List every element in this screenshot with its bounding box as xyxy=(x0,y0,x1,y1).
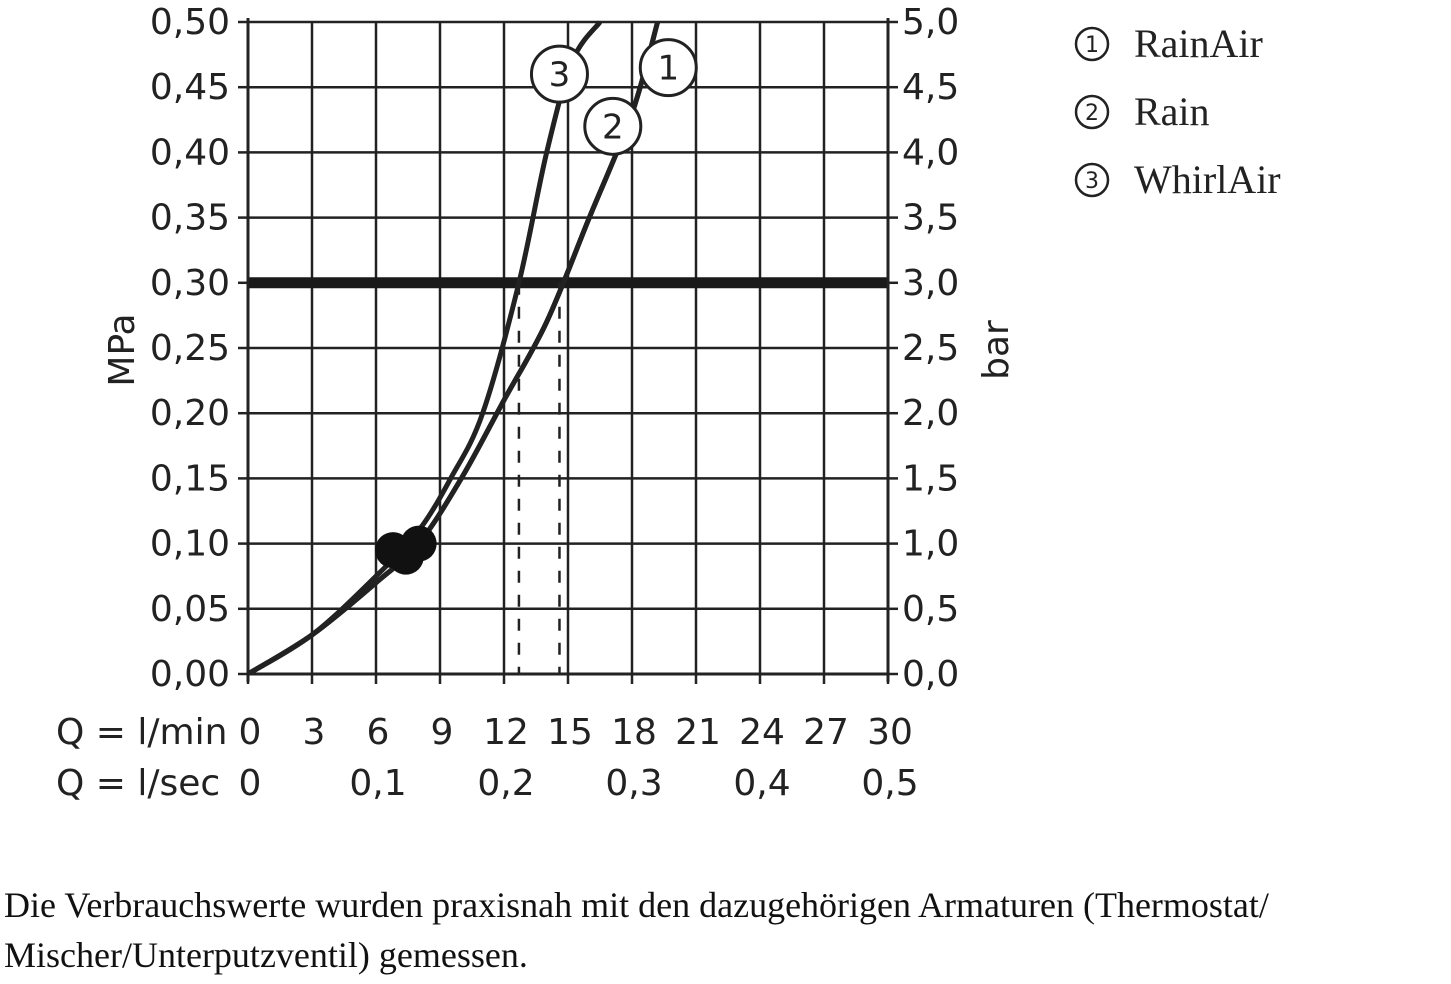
x-tick-label: 0,5 xyxy=(861,763,919,804)
x-tick-label: 3 xyxy=(302,712,326,753)
x-tick-label: 0 xyxy=(238,763,262,804)
y-right-tick-label: 1,0 xyxy=(902,523,960,565)
y-left-tick-label: 0,05 xyxy=(149,588,230,630)
y-right-tick-label: 0,0 xyxy=(902,654,960,695)
x-tick-label: 6 xyxy=(366,712,390,753)
y-left-tick-label: 0,20 xyxy=(149,393,230,435)
x-tick-label: 0 xyxy=(238,712,262,753)
y-left-tick-label: 0,15 xyxy=(149,458,230,500)
x-tick-label: 0,2 xyxy=(477,763,535,804)
legend-label: WhirlAir xyxy=(1134,157,1281,202)
y-left-tick-label: 0,00 xyxy=(149,654,230,695)
y-left-axis-title: MPa xyxy=(102,313,143,387)
x-row-label: Q = l/min xyxy=(56,712,228,753)
y-right-tick-label: 1,5 xyxy=(902,458,960,500)
x-tick-label: 27 xyxy=(803,712,849,753)
legend-label: RainAir xyxy=(1134,21,1263,66)
legend-number: 2 xyxy=(1085,101,1099,126)
y-right-tick-label: 3,0 xyxy=(902,262,960,304)
series-badge-number: 1 xyxy=(657,48,680,89)
x-tick-label: 30 xyxy=(867,712,913,753)
legend-label: Rain xyxy=(1134,89,1210,134)
x-tick-label: 15 xyxy=(547,712,593,753)
series-badge-number: 3 xyxy=(548,55,571,96)
series-badge-number: 2 xyxy=(601,107,624,148)
tick-labels xyxy=(56,2,1017,804)
y-right-tick-label: 2,0 xyxy=(902,393,960,435)
y-left-tick-label: 0,35 xyxy=(149,197,230,239)
x-tick-label: 9 xyxy=(430,712,454,753)
y-left-tick-label: 0,45 xyxy=(149,67,230,109)
series-badges xyxy=(531,40,696,155)
y-right-tick-label: 3,5 xyxy=(902,197,960,239)
legend-number: 1 xyxy=(1085,33,1099,58)
y-right-tick-label: 5,0 xyxy=(902,2,960,43)
min-pressure-dot xyxy=(401,526,437,562)
caption: Die Verbrauchswerte wurden praxisnah mit den dazugehörigen Armaturen (Thermostat/ Mischer/Unterputzventil) gemessen. xyxy=(4,885,1269,975)
y-right-tick-label: 4,5 xyxy=(902,67,960,109)
y-right-axis-title: bar xyxy=(976,320,1017,380)
x-row-label: Q = l/sec xyxy=(56,763,221,804)
grid xyxy=(248,22,888,674)
x-tick-label: 0,3 xyxy=(605,763,663,804)
y-right-tick-label: 4,0 xyxy=(902,132,960,174)
x-tick-label: 18 xyxy=(611,712,657,753)
x-tick-label: 0,1 xyxy=(349,763,407,804)
y-left-tick-label: 0,40 xyxy=(149,132,230,174)
x-tick-label: 21 xyxy=(675,712,721,753)
x-tick-label: 12 xyxy=(483,712,529,753)
legend xyxy=(1076,21,1281,202)
y-right-tick-label: 2,5 xyxy=(902,328,960,369)
x-tick-label: 24 xyxy=(739,712,785,753)
y-left-tick-label: 0,25 xyxy=(149,328,230,369)
y-left-tick-label: 0,10 xyxy=(149,523,230,565)
legend-number: 3 xyxy=(1085,169,1099,194)
y-right-tick-label: 0,5 xyxy=(902,588,960,630)
x-tick-label: 0,4 xyxy=(733,763,791,804)
y-left-tick-label: 0,30 xyxy=(149,262,230,304)
y-left-tick-label: 0,50 xyxy=(149,2,230,43)
